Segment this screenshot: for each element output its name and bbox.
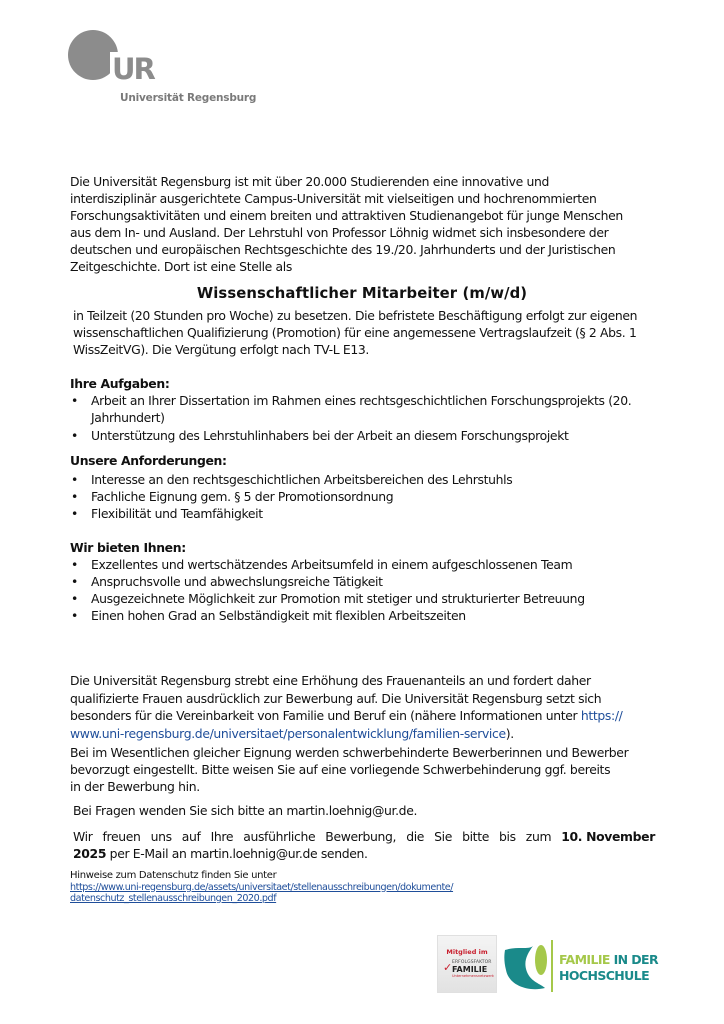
list-item: • Arbeit an Ihrer Dissertation im Rahmen eines rechtsgeschichtlichen Forschungsprojekts (20. Jahrhundert): [70, 392, 631, 426]
familie-in-der-hochschule-logo: [503, 940, 658, 995]
privacy-link[interactable]: https://www.uni-regensburg.de/assets/universitaet/stellenausschreibungen/dokumente/ datenschutz_stellenausschreibungen_2020.pdf: [70, 881, 454, 904]
disability-line: Bei im Wesentlichen gleicher Eignung werden schwerbehinderte Bewerberinnen und Bewerber: [70, 745, 629, 760]
privacy-notice: [70, 870, 453, 904]
list-item: • Interesse an den rechtsgeschichtlichen Arbeitsbereichen des Lehrstuhls: [70, 471, 512, 488]
list-item: • Flexibilität und Teamfähigkeit: [70, 505, 512, 522]
fih-line-1: FAMILIE IN DER: [559, 952, 658, 967]
equality-line: Die Universität Regensburg strebt eine Erhöhung des Frauenanteils an und fordert daher: [70, 673, 591, 688]
intro-line: interdisziplinär ausgerichtete Campus-Universität mit vielseitigen und hochrenommierten: [70, 191, 597, 206]
badge-network-text: Unternehmensnetzwerk: [452, 974, 494, 978]
application-line-1: Wir freuen uns auf Ihre ausführliche Bewerbung, die Sie bitte bis zum 10. November: [73, 829, 655, 844]
family-service-link-cont[interactable]: www.uni-regensburg.de/universitaet/personalentwicklung/familien-service: [70, 725, 506, 741]
university-logo: [68, 30, 257, 105]
equality-paragraph: [70, 672, 623, 742]
badge-erfolgsfaktor-text: ERFOLGSFAKTOR: [452, 960, 492, 965]
position-paragraph: [73, 307, 637, 358]
equality-line: www.uni-regensburg.de/universitaet/personalentwicklung/familien-service).: [70, 725, 514, 741]
equality-line: qualifizierte Frauen ausdrücklich zur Bewerbung auf. Die Universität Regensburg setzt sich: [70, 690, 602, 706]
section-requirements: [70, 452, 512, 522]
section-offer: [70, 539, 585, 624]
privacy-label: Hinweise zum Datenschutz finden Sie unter: [70, 870, 277, 881]
erfolgsfaktor-familie-badge: [437, 935, 497, 993]
list-item: • Fachliche Eignung gem. § 5 der Promotionsordnung: [70, 488, 512, 505]
logo-letters: UR: [112, 52, 154, 86]
family-service-link[interactable]: https://: [580, 708, 623, 723]
disability-line: in der Bewerbung hin.: [70, 779, 200, 794]
intro-line: Zeitgeschichte. Dort ist eine Stelle als: [70, 259, 292, 274]
application-paragraph: [73, 828, 655, 862]
checkmark-icon: ✓: [443, 961, 453, 974]
list-item: • Anspruchsvolle und abwechslungsreiche Tätigkeit: [70, 573, 585, 590]
section-tasks: [70, 375, 631, 444]
deadline-year: 2025: [73, 846, 107, 861]
fih-swoosh-icon: [503, 940, 549, 992]
section-heading: Unsere Anforderungen:: [70, 453, 227, 468]
contact-text: Bei Fragen wenden Sie sich bitte an martin.loehnig@ur.de.: [73, 803, 418, 818]
deadline-date: 10. November: [561, 829, 655, 844]
list-item: • Exzellentes und wertschätzendes Arbeitsumfeld in einem aufgeschlossenen Team: [70, 556, 585, 573]
intro-line: Die Universität Regensburg ist mit über 20.000 Studierenden eine innovative und: [70, 174, 549, 189]
badge-familie-text: FAMILIE: [452, 965, 488, 974]
intro-paragraph: [70, 173, 623, 275]
section-heading: Ihre Aufgaben:: [70, 376, 170, 391]
logo-university-name: Universität Regensburg: [120, 92, 257, 104]
disability-line: bevorzugt eingestellt. Bitte weisen Sie auf eine vorliegende Schwerbehinderung ggf. bereits: [70, 762, 611, 777]
list-item: • Unterstützung des Lehrstuhlinhabers bei der Arbeit an diesem Forschungsprojekt: [70, 427, 631, 444]
badge-member-text: Mitglied im: [446, 948, 488, 956]
equality-line: besonders für die Vereinbarkeit von Familie und Beruf ein (nähere Informationen unter https://: [70, 708, 623, 723]
position-line: WissZeitVG). Die Vergütung erfolgt nach TV-L E13.: [73, 342, 370, 357]
list-item: • Einen hohen Grad an Selbständigkeit mit flexiblen Arbeitszeiten: [70, 607, 585, 624]
section-heading: Wir bieten Ihnen:: [70, 540, 186, 555]
intro-line: Forschungsaktivitäten und einem breiten und attraktiven Studienangebot für junge Menschen: [70, 208, 623, 223]
fih-divider: [551, 940, 553, 992]
fih-line-2: HOCHSCHULE: [559, 968, 650, 983]
job-title: Wissenschaftlicher Mitarbeiter (m/w/d): [196, 285, 528, 302]
application-line-2: 2025 per E-Mail an martin.loehnig@ur.de senden.: [73, 846, 368, 861]
disability-paragraph: [70, 744, 628, 795]
list-item: • Ausgezeichnete Möglichkeit zur Promotion mit stetiger und strukturierter Betreuung: [70, 590, 585, 607]
position-line: wissenschaftlichen Qualifizierung (Promotion) für eine angemessene Vertragslaufzeit (§ 2 Abs. 1: [73, 325, 637, 340]
intro-line: deutschen und europäischen Rechtsgeschichte des 19./20. Jahrhunderts und der Juristischen: [70, 242, 616, 257]
position-line: in Teilzeit (20 Stunden pro Woche) zu besetzen. Die befristete Beschäftigung erfolgt zur eigenen: [73, 308, 638, 323]
intro-line: aus dem In- und Ausland. Der Lehrstuhl von Professor Löhnig widmet sich insbesondere der: [70, 225, 609, 240]
